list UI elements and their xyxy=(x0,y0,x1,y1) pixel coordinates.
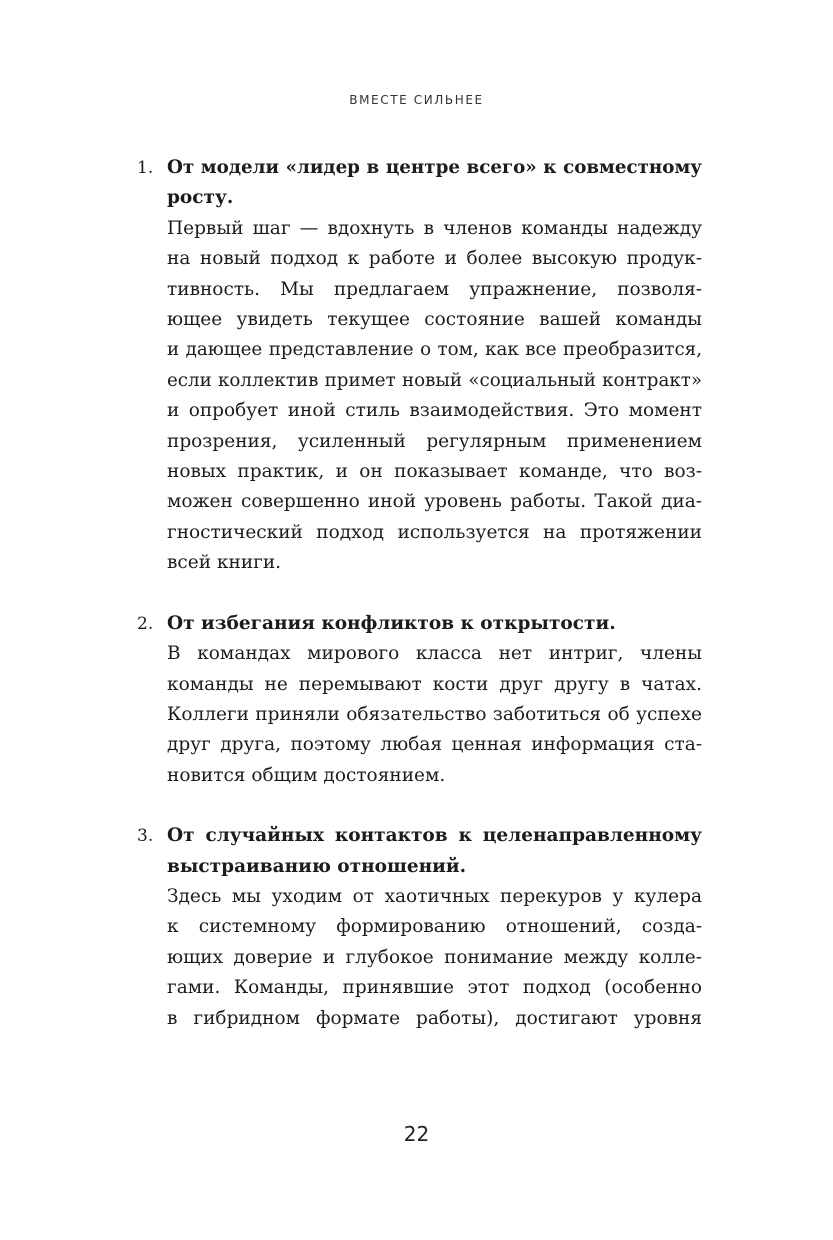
body-line: ющих доверие и глубокое понимание между колле- xyxy=(167,946,702,968)
list-item-2 xyxy=(122,609,702,791)
body-line: В командах мирового класса нет интриг, члены xyxy=(167,643,702,665)
page-body xyxy=(122,153,702,1064)
body-line: друг друга, поэтому любая ценная информация ста- xyxy=(167,734,702,756)
body-line: ющее увидеть текущее состояние вашей команды xyxy=(167,309,702,331)
list-item-number: 2. xyxy=(137,613,154,634)
list-item-1 xyxy=(122,153,702,579)
body-line: всей книги. xyxy=(167,552,282,574)
heading-line: От модели «лидер в центре всего» к совместному xyxy=(167,157,702,178)
body-line: тивность. Мы предлагаем упражнение, позволя- xyxy=(167,278,702,300)
body-line: гностический подход используется на протяжении xyxy=(167,521,702,543)
body-line: если коллектив примет новый «социальный контракт» xyxy=(167,369,702,391)
list-item-number: 3. xyxy=(137,826,154,847)
list-item-body xyxy=(167,214,702,579)
heading-line: росту. xyxy=(167,187,234,209)
body-line: на новый подход к работе и более высокую продук- xyxy=(167,248,702,270)
running-head: ВМЕСТЕ СИЛЬНЕЕ xyxy=(349,93,484,107)
list-item-number: 1. xyxy=(137,158,154,178)
body-line: и дающее представление о том, как все преобразится, xyxy=(167,339,702,361)
body-line: Первый шаг — вдохнуть в членов команды надежду xyxy=(167,217,702,239)
body-line: команды не перемывают кости друг другу в чатах. xyxy=(167,673,702,695)
heading-line: выстраиванию отношений. xyxy=(167,855,467,877)
body-line: можен совершенно иной уровень работы. Такой диа- xyxy=(167,491,702,513)
body-line: новых практик, и он показывает команде, что воз- xyxy=(167,461,702,483)
list-item-heading xyxy=(167,821,702,882)
list-item-body xyxy=(167,882,702,1034)
body-line: в гибридном формате работы), достигают уровня xyxy=(167,1007,702,1029)
heading-line: От избегания конфликтов к открытости. xyxy=(167,612,616,634)
page-number: 22 xyxy=(403,1122,430,1146)
body-line: Здесь мы уходим от хаотичных перекуров у кулера xyxy=(167,885,702,907)
list-item-3 xyxy=(122,821,702,1034)
list-item-heading xyxy=(167,609,702,639)
body-line: и опробует иной стиль взаимодействия. Это момент xyxy=(167,400,702,422)
heading-line: От случайных контактов к целенаправленному xyxy=(167,825,702,847)
list-item-body xyxy=(167,639,702,791)
body-line: Коллеги приняли обязательство заботиться об успехе xyxy=(167,703,702,725)
body-line: гами. Команды, принявшие этот подход (особенно xyxy=(167,977,702,999)
body-line: к системному формированию отношений, созда- xyxy=(167,916,702,938)
list-item-heading xyxy=(167,153,702,214)
body-line: новится общим достоянием. xyxy=(167,764,446,786)
body-line: прозрения, усиленный регулярным применением xyxy=(167,430,702,452)
